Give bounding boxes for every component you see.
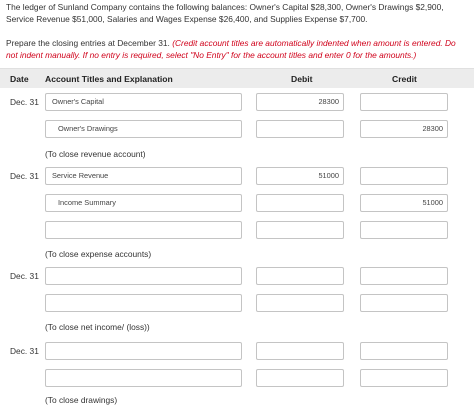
table-header: [0, 68, 474, 88]
account-title-field[interactable]: Owner's Capital: [45, 93, 242, 111]
debit-field[interactable]: 28300: [256, 93, 344, 111]
credit-field[interactable]: [360, 221, 448, 239]
problem-statement: The ledger of Sunland Company contains the following balances: Owner's Capital $28,300, Owner's Drawings $2,900, Service Revenue $51,000, Salaries and Wages Expense $26,400, and Supplies Expense $7,700.: [6, 2, 444, 24]
date-column-header: Date: [10, 74, 29, 84]
account-title-field[interactable]: Income Summary: [45, 194, 242, 212]
instructions-note: (Credit account titles are automatically indented when amount is entered. Do not indent manually. If no entry is required, select "No Entry" for the account titles and enter 0 for the amounts.): [6, 38, 456, 60]
debit-field[interactable]: [256, 294, 344, 312]
credit-column-header: Credit: [392, 74, 417, 84]
credit-field[interactable]: [360, 93, 448, 111]
entry-explanation: (To close drawings): [45, 395, 118, 405]
entry-date: Dec. 31: [10, 271, 39, 281]
credit-field[interactable]: 51000: [360, 194, 448, 212]
credit-field[interactable]: [360, 167, 448, 185]
account-title-field[interactable]: [45, 267, 242, 285]
entry-date: Dec. 31: [10, 171, 39, 181]
entry-date: Dec. 31: [10, 346, 39, 356]
entry-explanation: (To close revenue account): [45, 149, 146, 159]
debit-field[interactable]: [256, 342, 344, 360]
account-title-field[interactable]: [45, 294, 242, 312]
account-title-field[interactable]: Owner's Drawings: [45, 120, 242, 138]
debit-field[interactable]: [256, 221, 344, 239]
debit-field[interactable]: [256, 267, 344, 285]
instructions: [6, 38, 468, 61]
account-column-header: Account Titles and Explanation: [45, 74, 173, 84]
credit-field[interactable]: [360, 369, 448, 387]
debit-field[interactable]: 51000: [256, 167, 344, 185]
entry-date: Dec. 31: [10, 97, 39, 107]
account-title-field[interactable]: Service Revenue: [45, 167, 242, 185]
debit-column-header: Debit: [291, 74, 313, 84]
debit-field[interactable]: [256, 194, 344, 212]
debit-field[interactable]: [256, 120, 344, 138]
entry-explanation: (To close net income/ (loss)): [45, 322, 150, 332]
credit-field[interactable]: [360, 294, 448, 312]
credit-field[interactable]: [360, 342, 448, 360]
credit-field[interactable]: [360, 267, 448, 285]
entry-explanation: (To close expense accounts): [45, 249, 152, 259]
credit-field[interactable]: 28300: [360, 120, 448, 138]
instructions-lead: Prepare the closing entries at December 31.: [6, 38, 170, 48]
debit-field[interactable]: [256, 369, 344, 387]
account-title-field[interactable]: [45, 221, 242, 239]
account-title-field[interactable]: [45, 342, 242, 360]
account-title-field[interactable]: [45, 369, 242, 387]
